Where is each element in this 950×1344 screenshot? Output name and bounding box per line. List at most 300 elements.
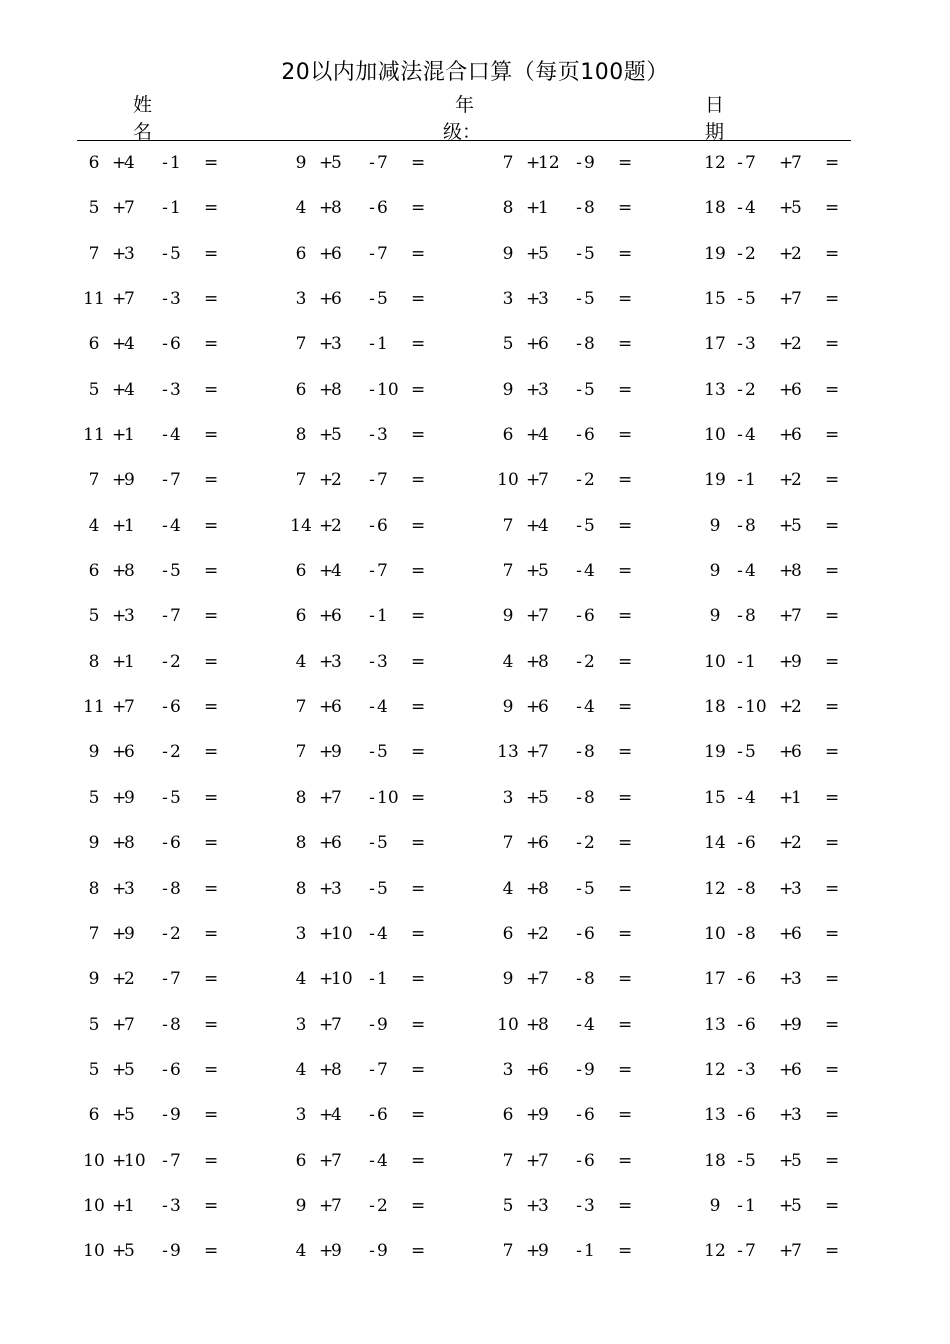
operator-1: + [526, 1105, 541, 1126]
operand-1: 7 [502, 515, 514, 536]
problem-item [285, 601, 465, 631]
operator-2: - [162, 153, 168, 173]
operator-1: - [737, 697, 743, 718]
operand-3: 2 [170, 742, 181, 763]
operator-2: - [369, 379, 375, 400]
equals-sign: = [411, 515, 426, 536]
problem-item [285, 375, 465, 405]
operand-1: 6 [295, 606, 307, 627]
operand-3: 2 [170, 923, 181, 944]
operand-3: 1 [377, 969, 388, 990]
operator-2: - [162, 787, 168, 808]
grade-label-line-2: 级： [443, 121, 482, 143]
operand-3: 9 [377, 1241, 388, 1262]
operand-1: 6 [88, 153, 100, 173]
operator-2: + [779, 1105, 794, 1126]
equals-sign: = [825, 1195, 840, 1216]
operand-3: 6 [377, 1105, 388, 1126]
equals-sign: = [618, 289, 633, 310]
operand-3: 5 [377, 833, 388, 854]
operand-1: 4 [295, 969, 307, 990]
operand-2: 9 [124, 787, 135, 808]
operand-1: 8 [295, 878, 307, 899]
operand-2: 6 [538, 833, 549, 854]
problem-item [285, 511, 465, 541]
operand-3: 4 [170, 425, 181, 446]
operand-2: 3 [124, 606, 135, 627]
operand-3: 6 [791, 1059, 802, 1080]
problem-row [0, 465, 950, 510]
operand-1: 3 [502, 1059, 514, 1080]
equals-sign: = [825, 561, 840, 582]
operator-1: + [526, 1150, 541, 1171]
equals-sign: = [411, 198, 426, 219]
operand-3: 9 [170, 1241, 181, 1262]
equals-sign: = [618, 833, 633, 854]
problem-item [78, 1100, 258, 1130]
operand-3: 5 [377, 289, 388, 310]
operand-2: 9 [538, 1105, 549, 1126]
operand-1: 9 [502, 697, 514, 718]
problem-item [285, 828, 465, 858]
equals-sign: = [411, 923, 426, 944]
operator-1: - [737, 198, 743, 219]
operand-3: 5 [584, 289, 595, 310]
operator-2: - [576, 153, 582, 173]
operator-2: - [369, 243, 375, 264]
operand-1: 9 [88, 969, 100, 990]
equals-sign: = [618, 1150, 633, 1171]
operand-2: 3 [124, 243, 135, 264]
operand-3: 9 [584, 1059, 595, 1080]
operand-2: 2 [745, 379, 756, 400]
operand-1: 6 [295, 379, 307, 400]
equals-sign: = [825, 1241, 840, 1262]
operator-2: - [162, 289, 168, 310]
problem-item [699, 919, 879, 949]
operand-2: 3 [124, 878, 135, 899]
operand-1: 9 [502, 243, 514, 264]
operand-2: 6 [331, 833, 342, 854]
operator-1: + [526, 561, 541, 582]
operand-2: 10 [745, 697, 767, 718]
operator-1: + [112, 1059, 127, 1080]
operand-1: 13 [704, 1014, 726, 1035]
operand-3: 1 [584, 1241, 595, 1262]
equals-sign: = [825, 289, 840, 310]
operator-1: - [737, 742, 743, 763]
equals-sign: = [204, 1150, 219, 1171]
operand-1: 7 [295, 697, 307, 718]
operand-1: 3 [295, 1014, 307, 1035]
operand-1: 9 [502, 379, 514, 400]
problem-item [285, 919, 465, 949]
operator-1: + [112, 787, 127, 808]
problem-item [699, 1236, 879, 1266]
operator-1: - [737, 878, 743, 899]
operand-1: 7 [502, 153, 514, 173]
problem-item [699, 1010, 879, 1040]
operator-1: + [526, 787, 541, 808]
operator-2: - [369, 833, 375, 854]
problem-item [492, 375, 672, 405]
operand-3: 4 [584, 1014, 595, 1035]
operator-2: + [779, 1195, 794, 1216]
operator-2: - [576, 425, 582, 446]
operator-1: + [112, 425, 127, 446]
equals-sign: = [618, 153, 633, 173]
operator-1: + [319, 334, 334, 355]
operator-2: - [162, 1195, 168, 1216]
problem-item [78, 239, 258, 269]
operator-1: + [112, 923, 127, 944]
operand-1: 12 [704, 1059, 726, 1080]
operand-1: 8 [88, 878, 100, 899]
problem-item [285, 239, 465, 269]
equals-sign: = [825, 243, 840, 264]
operand-3: 3 [584, 1195, 595, 1216]
equals-sign: = [825, 1059, 840, 1080]
operand-1: 4 [502, 878, 514, 899]
operand-2: 3 [538, 289, 549, 310]
operator-1: + [319, 697, 334, 718]
operator-1: + [319, 515, 334, 536]
operator-1: + [319, 1150, 334, 1171]
problem-item [699, 420, 879, 450]
operator-1: - [737, 561, 743, 582]
operator-1: + [319, 742, 334, 763]
operator-2: + [779, 515, 794, 536]
operator-1: + [112, 606, 127, 627]
operator-2: - [576, 1195, 582, 1216]
operator-1: + [526, 153, 541, 173]
operand-2: 8 [538, 878, 549, 899]
problem-item [699, 783, 879, 813]
operand-3: 6 [584, 606, 595, 627]
operand-2: 3 [331, 878, 342, 899]
operand-3: 2 [791, 697, 802, 718]
page-title: 20以内加减法混合口算（每页100题） [281, 60, 669, 85]
problem-row [0, 783, 950, 828]
operand-2: 1 [124, 1195, 135, 1216]
problem-item [492, 148, 672, 178]
operator-2: - [162, 606, 168, 627]
operand-1: 10 [83, 1195, 105, 1216]
equals-sign: = [411, 742, 426, 763]
operand-1: 8 [88, 651, 100, 672]
problem-item [699, 1191, 879, 1221]
operand-2: 7 [331, 1195, 342, 1216]
operand-2: 7 [538, 470, 549, 491]
equals-sign: = [411, 1105, 426, 1126]
equals-sign: = [618, 334, 633, 355]
operator-2: + [779, 878, 794, 899]
operator-1: + [526, 833, 541, 854]
equals-sign: = [618, 198, 633, 219]
problem-item [78, 737, 258, 767]
equals-sign: = [825, 153, 840, 173]
equals-sign: = [204, 651, 219, 672]
equals-sign: = [618, 379, 633, 400]
operand-1: 7 [88, 923, 100, 944]
operator-1: + [526, 289, 541, 310]
operand-2: 5 [745, 289, 756, 310]
operand-3: 7 [791, 153, 802, 173]
operator-2: - [369, 969, 375, 990]
operator-1: + [526, 425, 541, 446]
operand-3: 1 [791, 787, 802, 808]
operand-3: 3 [791, 969, 802, 990]
operand-3: 3 [170, 289, 181, 310]
operator-1: - [737, 1195, 743, 1216]
operand-1: 14 [290, 515, 312, 536]
operand-2: 2 [124, 969, 135, 990]
operand-2: 1 [124, 651, 135, 672]
operator-2: - [576, 742, 582, 763]
problem-item [78, 511, 258, 541]
equals-sign: = [204, 787, 219, 808]
problem-item [78, 647, 258, 677]
problem-item [285, 1100, 465, 1130]
problem-item [285, 556, 465, 586]
operator-2: - [576, 470, 582, 491]
operand-1: 9 [709, 606, 721, 627]
operator-1: + [319, 1105, 334, 1126]
problem-row [0, 828, 950, 873]
operand-2: 8 [124, 833, 135, 854]
operand-3: 4 [584, 697, 595, 718]
equals-sign: = [204, 742, 219, 763]
equals-sign: = [204, 470, 219, 491]
problem-item [78, 783, 258, 813]
problem-item [285, 647, 465, 677]
operand-3: 7 [377, 561, 388, 582]
operand-1: 9 [502, 969, 514, 990]
operator-1: + [319, 379, 334, 400]
problem-item [78, 375, 258, 405]
date-field-label [705, 92, 724, 146]
date-label-line-2: 期 [705, 121, 725, 143]
operand-1: 8 [295, 425, 307, 446]
operator-2: - [576, 379, 582, 400]
operator-2: + [779, 153, 794, 173]
problem-item [492, 874, 672, 904]
operator-2: - [369, 470, 375, 491]
problem-row [0, 148, 950, 193]
operator-1: - [737, 470, 743, 491]
operand-3: 5 [584, 379, 595, 400]
operand-3: 9 [584, 153, 595, 173]
operator-1: + [319, 243, 334, 264]
problem-item [285, 964, 465, 994]
operator-2: + [779, 470, 794, 491]
operand-3: 2 [584, 651, 595, 672]
problem-item [285, 329, 465, 359]
operand-2: 6 [745, 969, 756, 990]
operand-3: 6 [584, 923, 595, 944]
operator-1: + [319, 153, 334, 173]
operator-1: + [112, 969, 127, 990]
equals-sign: = [411, 878, 426, 899]
operand-1: 10 [704, 425, 726, 446]
operand-3: 7 [377, 470, 388, 491]
operator-2: - [576, 651, 582, 672]
problem-item [492, 737, 672, 767]
problem-item [285, 692, 465, 722]
equals-sign: = [204, 606, 219, 627]
operand-3: 8 [170, 1014, 181, 1035]
operator-2: + [779, 379, 794, 400]
problem-row [0, 1236, 950, 1281]
operand-3: 7 [170, 470, 181, 491]
operator-2: - [369, 561, 375, 582]
operator-2: - [162, 198, 168, 219]
problem-item [699, 1055, 879, 1085]
operand-3: 7 [377, 243, 388, 264]
operand-2: 8 [745, 878, 756, 899]
equals-sign: = [825, 425, 840, 446]
operator-2: - [369, 1241, 375, 1262]
operand-2: 5 [538, 561, 549, 582]
equals-sign: = [825, 1105, 840, 1126]
operand-1: 7 [295, 470, 307, 491]
operand-3: 7 [791, 289, 802, 310]
operand-2: 2 [331, 470, 342, 491]
equals-sign: = [204, 1059, 219, 1080]
operand-1: 6 [502, 1105, 514, 1126]
name-label-line-2: 名 [133, 121, 153, 143]
problem-row [0, 1055, 950, 1100]
problem-item [492, 919, 672, 949]
problem-item [699, 511, 879, 541]
operator-1: + [319, 1241, 334, 1262]
operand-2: 1 [745, 1195, 756, 1216]
operand-2: 4 [538, 515, 549, 536]
operand-2: 7 [124, 198, 135, 219]
operand-2: 6 [331, 697, 342, 718]
operator-2: - [576, 561, 582, 582]
operator-2: - [369, 1059, 375, 1080]
operator-1: + [319, 1195, 334, 1216]
operator-1: + [526, 470, 541, 491]
operand-2: 4 [124, 379, 135, 400]
operator-2: + [779, 289, 794, 310]
operand-3: 8 [584, 787, 595, 808]
operator-1: + [112, 334, 127, 355]
equals-sign: = [618, 1014, 633, 1035]
equals-sign: = [411, 606, 426, 627]
operator-2: - [369, 651, 375, 672]
problem-row [0, 1191, 950, 1236]
operator-2: - [369, 289, 375, 310]
operand-1: 3 [502, 289, 514, 310]
operand-1: 5 [88, 1059, 100, 1080]
operand-1: 9 [88, 833, 100, 854]
operator-1: - [737, 1059, 743, 1080]
operand-2: 9 [124, 470, 135, 491]
equals-sign: = [204, 1195, 219, 1216]
operand-1: 11 [83, 697, 105, 718]
equals-sign: = [204, 379, 219, 400]
problem-item [699, 556, 879, 586]
problem-item [285, 1055, 465, 1085]
operator-1: + [319, 425, 334, 446]
problem-item [78, 1146, 258, 1176]
operand-3: 5 [170, 561, 181, 582]
operator-2: - [576, 1059, 582, 1080]
operand-2: 1 [745, 651, 756, 672]
operator-1: - [737, 833, 743, 854]
equals-sign: = [204, 969, 219, 990]
operand-2: 5 [124, 1059, 135, 1080]
operand-3: 2 [584, 833, 595, 854]
operand-3: 3 [377, 651, 388, 672]
operand-2: 8 [745, 923, 756, 944]
operator-2: - [162, 697, 168, 718]
equals-sign: = [411, 1014, 426, 1035]
operator-1: - [737, 425, 743, 446]
operand-1: 19 [704, 470, 726, 491]
problem-item [285, 284, 465, 314]
operand-3: 10 [377, 787, 399, 808]
operand-2: 7 [124, 697, 135, 718]
operand-3: 2 [791, 243, 802, 264]
operator-1: + [112, 697, 127, 718]
operator-1: + [112, 1105, 127, 1126]
operator-1: + [112, 153, 127, 173]
operator-2: - [162, 1014, 168, 1035]
problem-row [0, 511, 950, 556]
operand-3: 8 [584, 742, 595, 763]
equals-sign: = [825, 1014, 840, 1035]
operator-1: + [112, 515, 127, 536]
operand-3: 1 [377, 334, 388, 355]
operand-2: 6 [331, 243, 342, 264]
equals-sign: = [618, 606, 633, 627]
operator-1: + [526, 1014, 541, 1035]
operand-3: 5 [170, 787, 181, 808]
operand-2: 3 [538, 1195, 549, 1216]
operand-3: 10 [377, 379, 399, 400]
problem-item [492, 828, 672, 858]
equals-sign: = [825, 470, 840, 491]
operator-2: - [369, 153, 375, 173]
operator-1: + [319, 651, 334, 672]
operand-2: 8 [538, 651, 549, 672]
equals-sign: = [825, 742, 840, 763]
operand-1: 9 [502, 606, 514, 627]
equals-sign: = [411, 787, 426, 808]
operator-1: - [737, 515, 743, 536]
operator-1: + [112, 561, 127, 582]
equals-sign: = [411, 334, 426, 355]
equals-sign: = [618, 969, 633, 990]
problem-row [0, 919, 950, 964]
operator-2: + [779, 198, 794, 219]
equals-sign: = [204, 878, 219, 899]
operand-3: 7 [377, 1059, 388, 1080]
problem-item [492, 511, 672, 541]
operand-1: 15 [704, 289, 726, 310]
operand-3: 6 [377, 198, 388, 219]
operator-1: + [526, 1241, 541, 1262]
operand-1: 10 [497, 470, 519, 491]
operand-2: 1 [124, 425, 135, 446]
problem-item [285, 1146, 465, 1176]
equals-sign: = [411, 379, 426, 400]
operator-2: - [576, 923, 582, 944]
equals-sign: = [825, 787, 840, 808]
